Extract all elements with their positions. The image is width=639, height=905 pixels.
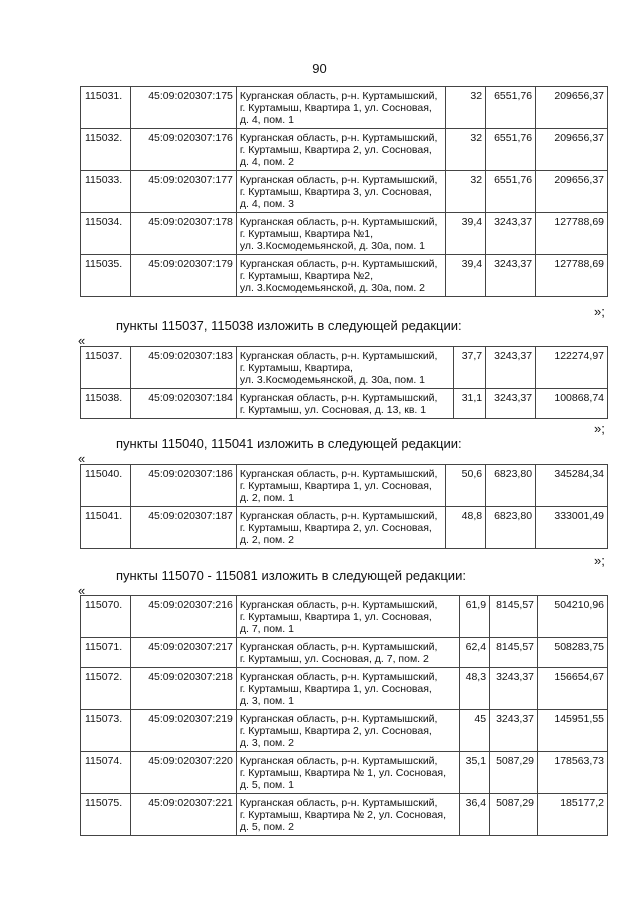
table-row	[81, 710, 608, 752]
address-line: Курганская область, р-н. Куртамышский,	[239, 216, 438, 228]
address-line: Курганская область, р-н. Куртамышский,	[239, 599, 438, 611]
address-line: г. Куртамыш, ул. Сосновая, д. 13, кв. 1	[239, 404, 427, 416]
address-line: г. Куртамыш, Квартира 3, ул. Сосновая,	[239, 186, 432, 198]
opening-quote: «	[78, 333, 86, 348]
address-line: Курганская область, р-н. Куртамышский,	[239, 392, 438, 404]
unit-price: 5087,29	[490, 752, 538, 794]
unit-price: 3243,37	[486, 347, 536, 389]
item-number: 115072.	[81, 668, 131, 710]
address	[236, 255, 445, 297]
total-value: 127788,69	[536, 255, 608, 297]
address	[236, 794, 459, 836]
address-line: ул. 3.Космодемьянской, д. 30а, пом. 1	[239, 374, 426, 386]
table-row	[81, 596, 608, 638]
cadastral-number: 45:09:020307:183	[130, 347, 236, 389]
total-value: 209656,37	[536, 129, 608, 171]
item-number: 115031.	[81, 87, 131, 129]
item-number: 115071.	[81, 638, 131, 668]
address-line: г. Куртамыш, ул. Сосновая, д. 7, пом. 2	[239, 653, 429, 665]
item-number: 115035.	[81, 255, 131, 297]
table-row	[81, 752, 608, 794]
cadastral-number: 45:09:020307:175	[130, 87, 236, 129]
address-line: д. 4, пом. 1	[239, 114, 294, 126]
address	[236, 87, 445, 129]
table-row	[81, 507, 608, 549]
unit-price: 8145,57	[490, 596, 538, 638]
area: 45	[460, 710, 490, 752]
address	[236, 171, 445, 213]
closing-quote: »;	[594, 553, 605, 568]
total-value: 156654,67	[538, 668, 608, 710]
address-line: г. Куртамыш, Квартира 1, ул. Сосновая,	[239, 683, 432, 695]
total-value: 145951,55	[538, 710, 608, 752]
unit-price: 3243,37	[490, 668, 538, 710]
total-value: 127788,69	[536, 213, 608, 255]
unit-price: 3243,37	[486, 213, 536, 255]
table-row	[81, 668, 608, 710]
table-row	[81, 171, 608, 213]
address-line: Курганская область, р-н. Куртамышский,	[239, 641, 438, 653]
total-value: 209656,37	[536, 87, 608, 129]
address-line: Курганская область, р-н. Куртамышский,	[239, 90, 438, 102]
address	[236, 347, 453, 389]
property-table	[80, 346, 608, 419]
cadastral-number: 45:09:020307:179	[130, 255, 236, 297]
unit-price: 6823,80	[486, 507, 536, 549]
cadastral-number: 45:09:020307:216	[130, 596, 236, 638]
address-line: д. 2, пом. 1	[239, 492, 294, 504]
opening-quote: «	[78, 583, 86, 598]
area: 37,7	[454, 347, 486, 389]
item-number: 115073.	[81, 710, 131, 752]
address-line: г. Куртамыш, Квартира 1, ул. Сосновая,	[239, 480, 432, 492]
area: 39,4	[446, 255, 486, 297]
cadastral-number: 45:09:020307:176	[130, 129, 236, 171]
cadastral-number: 45:09:020307:219	[130, 710, 236, 752]
section-heading: пункты 115037, 115038 изложить в следующей редакции:	[116, 318, 462, 333]
address-line: д. 5, пом. 1	[239, 779, 294, 791]
item-number: 115041.	[81, 507, 131, 549]
area: 32	[446, 171, 486, 213]
address-line: г. Куртамыш, Квартира 2, ул. Сосновая,	[239, 725, 432, 737]
address	[236, 507, 445, 549]
item-number: 115074.	[81, 752, 131, 794]
item-number: 115075.	[81, 794, 131, 836]
area: 31,1	[454, 389, 486, 419]
address-line: ул. 3.Космодемьянской, д. 30а, пом. 1	[239, 240, 426, 252]
address-line: г. Куртамыш, Квартира №1,	[239, 228, 373, 240]
cadastral-number: 45:09:020307:220	[130, 752, 236, 794]
cadastral-number: 45:09:020307:184	[130, 389, 236, 419]
address-line: г. Куртамыш, Квартира 1, ул. Сосновая,	[239, 102, 432, 114]
address-line: ул. 3.Космодемьянской, д. 30а, пом. 2	[239, 282, 426, 294]
address-line: г. Куртамыш, Квартира № 1, ул. Сосновая,	[239, 767, 447, 779]
total-value: 122274,97	[536, 347, 608, 389]
address	[236, 710, 459, 752]
table-row	[81, 213, 608, 255]
area: 48,8	[446, 507, 486, 549]
total-value: 209656,37	[536, 171, 608, 213]
address-line: г. Куртамыш, Квартира 2, ул. Сосновая,	[239, 144, 432, 156]
total-value: 185177,2	[538, 794, 608, 836]
address-line: Курганская область, р-н. Куртамышский,	[239, 510, 438, 522]
address-line: г. Куртамыш, Квартира 2, ул. Сосновая,	[239, 522, 432, 534]
address-line: Курганская область, р-н. Куртамышский,	[239, 755, 438, 767]
address	[236, 465, 445, 507]
total-value: 178563,73	[538, 752, 608, 794]
closing-quote: »;	[594, 421, 605, 436]
address-line: Курганская область, р-н. Куртамышский,	[239, 132, 438, 144]
unit-price: 5087,29	[490, 794, 538, 836]
section-heading: пункты 115040, 115041 изложить в следующей редакции:	[116, 436, 462, 451]
address-line: Курганская область, р-н. Куртамышский,	[239, 713, 438, 725]
address-line: д. 2, пом. 2	[239, 534, 294, 546]
cadastral-number: 45:09:020307:221	[130, 794, 236, 836]
item-number: 115040.	[81, 465, 131, 507]
address-line: Курганская область, р-н. Куртамышский,	[239, 671, 438, 683]
address-line: Курганская область, р-н. Куртамышский,	[239, 350, 438, 362]
area: 62,4	[460, 638, 490, 668]
address-line: д. 3, пом. 1	[239, 695, 294, 707]
address-line: д. 5, пом. 2	[239, 821, 294, 833]
area: 48,3	[460, 668, 490, 710]
area: 50,6	[446, 465, 486, 507]
total-value: 504210,96	[538, 596, 608, 638]
address	[236, 129, 445, 171]
area: 35,1	[460, 752, 490, 794]
table-row	[81, 465, 608, 507]
address	[236, 596, 459, 638]
unit-price: 8145,57	[490, 638, 538, 668]
item-number: 115033.	[81, 171, 131, 213]
opening-quote: «	[78, 451, 86, 466]
closing-quote: »;	[594, 304, 605, 319]
area: 32	[446, 87, 486, 129]
address-line: Курганская область, р-н. Куртамышский,	[239, 468, 438, 480]
table-row	[81, 129, 608, 171]
property-table	[80, 86, 608, 297]
cadastral-number: 45:09:020307:178	[130, 213, 236, 255]
unit-price: 6551,76	[486, 171, 536, 213]
unit-price: 6551,76	[486, 129, 536, 171]
total-value: 333001,49	[536, 507, 608, 549]
section-heading: пункты 115070 - 115081 изложить в следующей редакции:	[116, 568, 466, 583]
address-line: г. Куртамыш, Квартира № 2, ул. Сосновая,	[239, 809, 447, 821]
address	[236, 752, 459, 794]
table-row	[81, 638, 608, 668]
item-number: 115070.	[81, 596, 131, 638]
area: 61,9	[460, 596, 490, 638]
address-line: д. 4, пом. 3	[239, 198, 294, 210]
table-row	[81, 389, 608, 419]
area: 32	[446, 129, 486, 171]
address-line: д. 4, пом. 2	[239, 156, 294, 168]
item-number: 115037.	[81, 347, 131, 389]
address	[236, 668, 459, 710]
item-number: 115034.	[81, 213, 131, 255]
cadastral-number: 45:09:020307:186	[130, 465, 236, 507]
table-row	[81, 794, 608, 836]
address-line: г. Куртамыш, Квартира №2,	[239, 270, 373, 282]
cadastral-number: 45:09:020307:218	[130, 668, 236, 710]
cadastral-number: 45:09:020307:217	[130, 638, 236, 668]
unit-price: 6823,80	[486, 465, 536, 507]
area: 39,4	[446, 213, 486, 255]
unit-price: 3243,37	[486, 255, 536, 297]
address-line: г. Куртамыш, Квартира,	[239, 362, 353, 374]
table-row	[81, 87, 608, 129]
address-line: Курганская область, р-н. Куртамышский,	[239, 174, 438, 186]
total-value: 508283,75	[538, 638, 608, 668]
total-value: 345284,34	[536, 465, 608, 507]
total-value: 100868,74	[536, 389, 608, 419]
item-number: 115038.	[81, 389, 131, 419]
address	[236, 638, 459, 668]
address-line: д. 3, пом. 2	[239, 737, 294, 749]
cadastral-number: 45:09:020307:187	[130, 507, 236, 549]
unit-price: 3243,37	[486, 389, 536, 419]
property-table	[80, 595, 608, 836]
address-line: д. 7, пом. 1	[239, 623, 294, 635]
table-row	[81, 255, 608, 297]
address-line: Курганская область, р-н. Куртамышский,	[239, 258, 438, 270]
page-number: 90	[312, 61, 327, 76]
address	[236, 213, 445, 255]
cadastral-number: 45:09:020307:177	[130, 171, 236, 213]
unit-price: 3243,37	[490, 710, 538, 752]
property-table	[80, 464, 608, 549]
area: 36,4	[460, 794, 490, 836]
address	[236, 389, 453, 419]
table-row	[81, 347, 608, 389]
address-line: Курганская область, р-н. Куртамышский,	[239, 797, 438, 809]
item-number: 115032.	[81, 129, 131, 171]
unit-price: 6551,76	[486, 87, 536, 129]
address-line: г. Куртамыш, Квартира 1, ул. Сосновая,	[239, 611, 432, 623]
